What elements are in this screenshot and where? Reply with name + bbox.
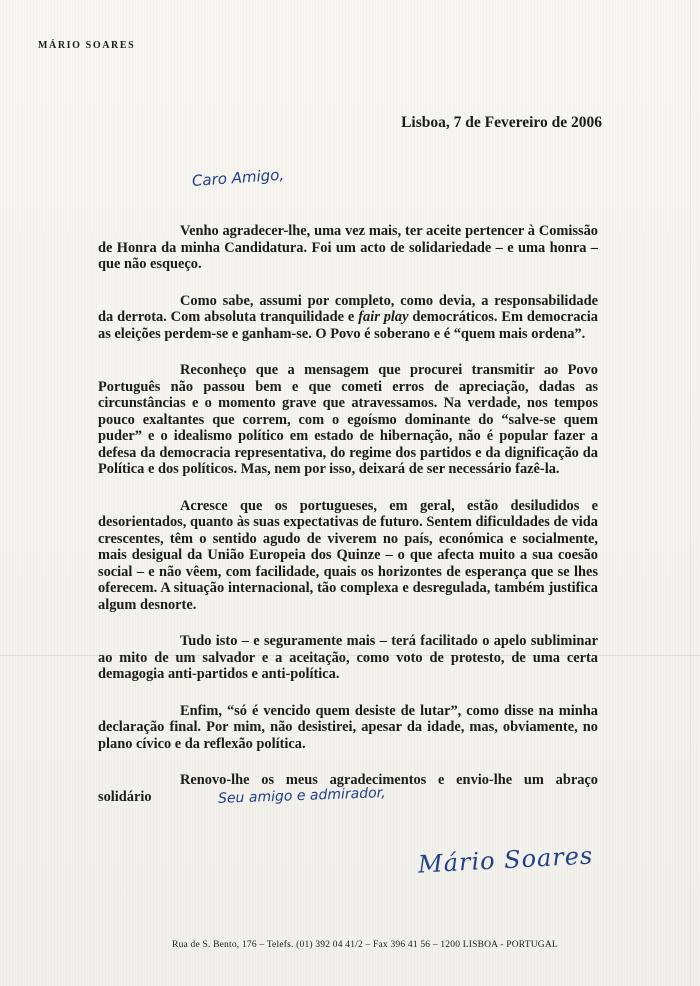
paragraph-7: Renovo-lhe os meus agradecimentos e envio-lhe um abraço solidário	[98, 772, 598, 805]
handwritten-closing: Seu amigo e admirador,	[217, 785, 386, 807]
paragraph-6: Enfim, “só é vencido quem desiste de lutar”, como disse na minha declaração final. Por mim, não desistirei, apesar da idade, mas, obviamente, no plano cívico e da reflexão política.	[98, 702, 598, 752]
letterhead: MÁRIO SOARES	[38, 40, 136, 51]
fair-play-emphasis: fair play	[358, 309, 409, 325]
dateline: Lisboa, 7 de Fevereiro de 2006	[401, 114, 602, 131]
signature: Mário Soares	[417, 841, 594, 879]
paragraph-4: Acresce que os portugueses, em geral, estão desiludidos e desorientados, quanto às suas expectativas de futuro. Sentem dificuldades de vida crescentes, têm o sentido agudo de viverem no país, económica e socialmente, mais desigual da União Europeia dos Quinze – o que afecta muito a sua coesão social – e não vêem, com facilidade, quais os horizontes de esperança que se lhes oferecem. A situação internacional, tão complexa e desregulada, também justifica algum desnorte.	[98, 497, 598, 613]
paragraph-3: Reconheço que a mensagem que procurei transmitir ao Povo Português não passou bem e que cometi erros de apreciação, dadas as circunstâncias e o momento grave que atravessamos. Na verdade, nos tempos pouco exaltantes que correm, com o egoísmo dominante do “salve-se quem puder” e o idealismo político em estado de hibernação, não é popular fazer a defesa da democracia representativa, do regime dos partidos e da dignificação da Política e dos políticos. Mas, nem por isso, deixará de ser necessário fazê-la.	[98, 362, 598, 477]
paragraph-1: Venho agradecer-lhe, uma vez mais, ter aceite pertencer à Comissão de Honra da minha Candidatura. Foi um acto de solidariedade – e uma honra – que não esqueço.	[98, 223, 598, 272]
letter-body	[98, 223, 598, 825]
paragraph-2: Como sabe, assumi por completo, como devia, a responsabilidade da derrota. Com absoluta tranquilidade e fair play democráticos. Em democracia as eleições perdem-se e ganham-se. O Povo é soberano e é “quem mais ordena”.	[98, 292, 598, 342]
footer-address: Rua de S. Bento, 176 – Telefs. (01) 392 04 41/2 – Fax 396 41 56 – 1200 LISBOA - PORTUGAL	[172, 940, 558, 950]
paragraph-5: Tudo isto – e seguramente mais – terá facilitado o apelo subliminar ao mito de um salvador e a aceitação, como voto de protesto, de uma certa demagogia anti-partidos e anti-política.	[98, 633, 598, 682]
paper-fold-vertical	[690, 0, 691, 986]
handwritten-salutation: Caro Amigo,	[191, 165, 285, 190]
